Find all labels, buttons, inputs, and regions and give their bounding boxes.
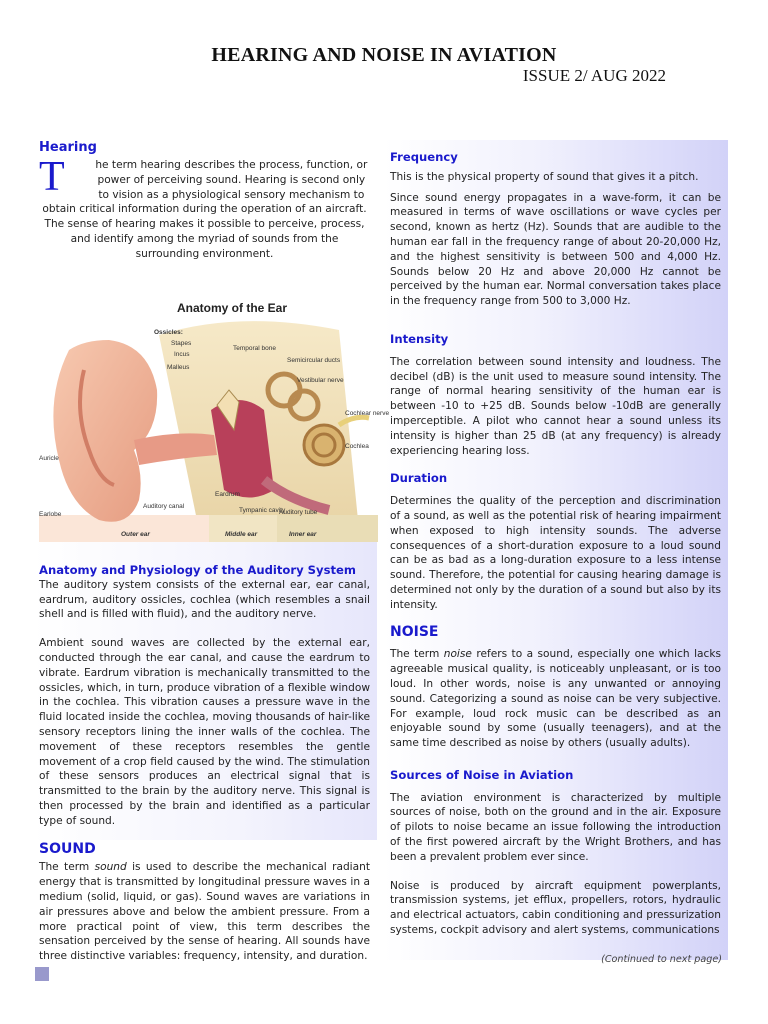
- label-semicircular-ducts: Semicircular ducts: [287, 357, 341, 364]
- noise-text-post: refers to a sound, especially one which lacks agreeable musical quality, is noticeably unpleasant, or is too loud. In other words, noise is any unwanted or annoying sound. Categorizing a sound as noise can be very subjective. For example, loud rock music can be described as an enjoyable sound by some (usually teenagers), and at the same time described as noise by others (usually adults).: [390, 648, 721, 750]
- label-earlobe: Earlobe: [39, 511, 62, 518]
- page-title: HEARING AND NOISE IN AVIATION: [211, 44, 557, 66]
- frequency-heading: Frequency: [390, 150, 458, 164]
- duration-heading: Duration: [390, 471, 448, 486]
- label-inner-ear: Inner ear: [289, 531, 317, 538]
- intensity-heading: Intensity: [390, 331, 449, 346]
- dropcap-letter: T: [39, 154, 65, 200]
- label-incus: Incus: [174, 351, 190, 358]
- label-ossicles: Ossicles:: [154, 329, 183, 336]
- frequency-paragraph-1: This is the physical property of sound that gives it a pitch.: [390, 170, 699, 183]
- label-middle-ear: Middle ear: [225, 531, 258, 538]
- noise-paragraph: [390, 647, 721, 751]
- label-stapes: Stapes: [171, 340, 192, 347]
- intro-text: he term hearing describes the process, function, or power of perceiving sound. Hearing is second only to vision as a physiological sensory mechanism to obtain critical information during the operation of an aircraft. The sense of hearing makes it possible to perceive, process, and identify among the myriad of sounds from the surrounding environment.: [42, 159, 368, 260]
- label-auricle: Auricle: [39, 455, 59, 462]
- sources-paragraph-2: Noise is produced by aircraft equipment powerplants, transmission systems, jet efflux, propellers, rotors, hydraulic and electrical actuators, cabin conditioning and pressurization systems, cockpit advisory and alert systems, communications: [390, 879, 721, 937]
- label-vestibular-nerve: Vestibular nerve: [297, 377, 344, 384]
- sources-paragraph-1: The aviation environment is characterized by multiple sources of noise, both on the ground and in the air. Exposure of pilots to noise became an issue following the introduction of the first powered aircraft by the Wright Brothers, and has been a prevalent problem ever since.: [390, 791, 721, 863]
- figure-title: Anatomy of the Ear: [177, 301, 288, 315]
- anatomy-heading: Anatomy and Physiology of the Auditory System: [39, 563, 356, 577]
- right-column: [390, 150, 721, 938]
- sound-text-pre: The term: [39, 861, 95, 874]
- label-malleus: Malleus: [167, 364, 190, 371]
- intensity-paragraph: The correlation between sound intensity and loudness. The decibel (dB) is the unit used to measure sound intensity. The range of normal hearing sensitivity of the human ear is between -10 to +25 dB. Sounds below -10dB are generally imperceptible. A pilot who cannot hear a sound unless its intensity is higher than 25 dB (at any frequency) is already experiencing hearing loss.: [390, 355, 721, 457]
- noise-heading: NOISE: [390, 623, 439, 640]
- label-cochlea: Cochlea: [345, 443, 369, 450]
- noise-text-pre: The term: [390, 648, 444, 661]
- hearing-heading: Hearing: [39, 140, 97, 155]
- issue-label: ISSUE 2/ AUG 2022: [522, 66, 666, 85]
- sound-paragraph: [39, 860, 370, 964]
- duration-paragraph: Determines the quality of the perception and discrimination of a sound, as well as the potential risk of hearing impairment when exposed to high intensity sounds. The adverse consequences of a short-duration exposure to a loud sound can be as bad as a long-duration exposure to a less intense sound. Therefore, the potential for causing hearing damage is determined not only by the duration of a sound but also by its intensity.: [390, 495, 721, 611]
- anatomy-paragraph-2: Ambient sound waves are collected by the external ear, conducted through the ear canal, and cause the eardrum to vibrate. Eardrum vibration is mechanically transmitted to the ossicles, which, in turn, produce vibration of a flexible window in the cochlea. This vibration causes a pressure wave in the fluid located inside the cochlea, moving thousands of hair-like sensory receptors lining the inner walls of the cochlea. The movement of these receptors resembles the gentle movement of a crop field caused by the wind. The stimulation of these sensors produces an electrical signal that is transmitted to the brain by the auditory nerve. This signal is then processed by the brain and identified as a particular type of sound.: [39, 637, 370, 827]
- frequency-paragraph-2: Since sound energy propagates in a wave-form, it can be measured in terms of wave oscillations or wave cycles per second, known as hertz (Hz). Sounds that are audible to the human ear fall in the frequency range of about 20-20,000 Hz, and the highest sensitivity is between 500 and 4,000 Hz. Sounds below 20 Hz and above 20,000 Hz cannot be perceived by the human ear. Normal conversation takes place in the frequency range from 500 to 3,000 Hz.: [390, 191, 721, 308]
- ear-anatomy-figure: [39, 290, 390, 542]
- label-outer-ear: Outer ear: [121, 531, 150, 538]
- sources-heading: Sources of Noise in Aviation: [390, 767, 574, 782]
- ear-anatomy-illustration: [39, 290, 390, 542]
- label-temporal-bone: Temporal bone: [233, 345, 276, 352]
- left-column-lower: [39, 563, 370, 964]
- sound-term: sound: [94, 861, 127, 874]
- left-column: [39, 140, 370, 262]
- label-auditory-canal: Auditory canal: [143, 503, 185, 510]
- label-auditory-tube: Auditory tube: [279, 509, 318, 516]
- cochlea-shape: [304, 425, 344, 465]
- intro-paragraph: [39, 154, 370, 262]
- sound-text-post: is used to describe the mechanical radiant energy that is transmitted by longitudinal pressure waves in a medium (solid, liquid, or gas). Sound waves are variations in air pressures above and below the ambient pressure. From a more practical point of view, this term describes the sensation perceived by the sense of hearing. All sounds have three distinctive variables: frequency, intensity, and duration.: [39, 861, 370, 963]
- noise-term: noise: [443, 648, 472, 661]
- label-tympanic-cavity: Tympanic cavity: [239, 507, 286, 514]
- anatomy-paragraph-1: The auditory system consists of the external ear, ear canal, eardrum, auditory ossicles, cochlea (which resembles a snail shell and is filled with fluid), and the auditory nerve.: [39, 578, 370, 621]
- label-cochlear-nerve: Cochlear nerve: [345, 410, 390, 417]
- label-eardrum: Eardrum: [215, 491, 240, 498]
- sound-heading: SOUND: [39, 840, 96, 857]
- continued-note: (Continued to next page): [601, 954, 722, 965]
- footer-square: [35, 967, 49, 981]
